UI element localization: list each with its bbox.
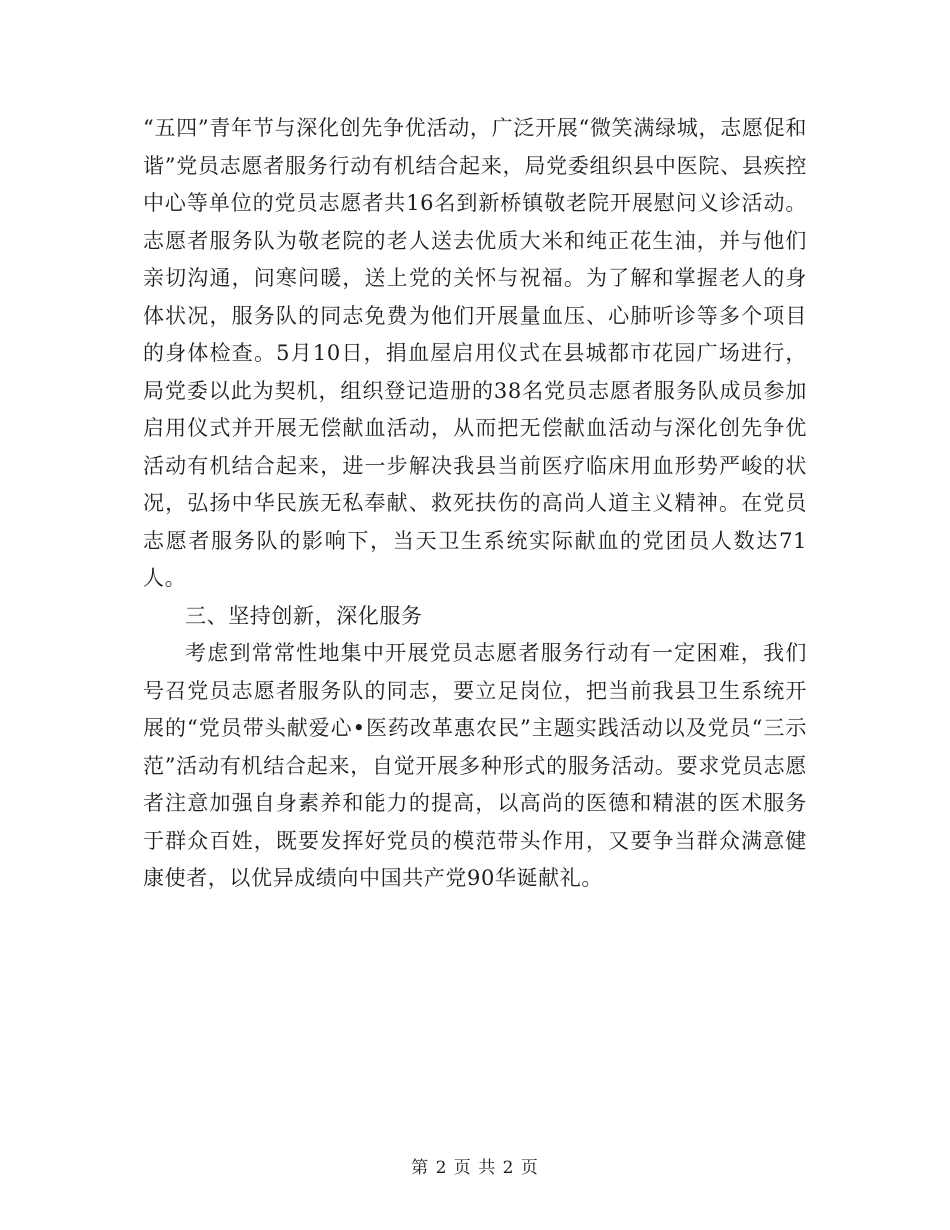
section-heading-innovation: 三、坚持创新，深化服务 xyxy=(185,603,423,628)
paragraph-volunteer-activities: “五四”青年节与深化创先争优活动，广泛开展“微笑满绿城，志愿促和谐”党员志愿者服务行动有机结合起来，局党委组织县中医院、县疾控中心等单位的党员志愿者共16名到新桥镇敬老院开展慰问义诊活动。志愿者服务队为敬老院的老人送去优质大米和纯正花生油，并与他们亲切沟通，问寒问暖，送上党的关怀与祝福。为了解和掌握老人的身体状况，服务队的同志免费为他们开展量血压、心肺听诊等多个项目的身体检查。5月10日，捐血屋启用仪式在县城都市花园广场进行，局党委以此为契机，组织登记造册的38名党员志愿者服务队成员参加启用仪式并开展无偿献血活动，从而把无偿献血活动与深化创先争优活动有机结合起来，进一步解决我县当前医疗临床用血形势严峻的状况，弘扬中华民族无私奉献、救死扶伤的高尚人道主义精神。在党员志愿者服务队的影响下，当天卫生系统实际献血的党团员人数达71人。 xyxy=(143,116,807,590)
page-number-footer: 第 2 页 共 2 页 xyxy=(411,1158,539,1178)
document-body xyxy=(143,110,807,898)
paragraph-service-requirements: 考虑到常常性地集中开展党员志愿者服务行动有一定困难，我们号召党员志愿者服务队的同志，要立足岗位，把当前我县卫生系统开展的“党员带头献爱心•医药改革惠农民”主题实践活动以及党员“三示范”活动有机结合起来，自觉开展多种形式的服务活动。要求党员志愿者注意加强自身素养和能力的提高，以高尚的医德和精湛的医术服务于群众百姓，既要发挥好党员的模范带头作用，又要争当群众满意健康使者，以优异成绩向中国共产党90华诞献礼。 xyxy=(143,641,807,890)
